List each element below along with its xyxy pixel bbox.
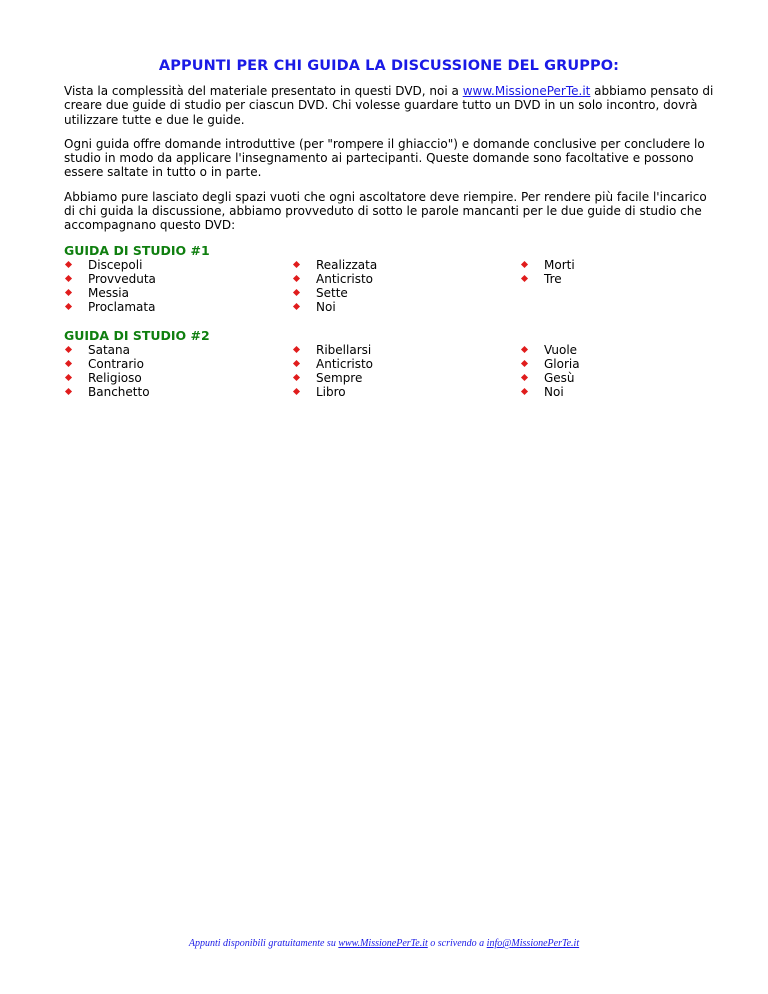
guide-heading: GUIDA DI STUDIO #2: [64, 327, 210, 343]
word-label: Libro: [316, 384, 346, 399]
list-item: [64, 258, 292, 272]
word-label: Sette: [316, 285, 348, 300]
diamond-bullet-icon: [65, 360, 72, 367]
word-label: Provveduta: [88, 271, 156, 286]
word-label: Tre: [544, 271, 562, 286]
footer-email-link[interactable]: info@MissionePerTe.it: [486, 938, 580, 949]
word-columns: [64, 258, 714, 314]
list-item: [292, 371, 520, 385]
diamond-bullet-icon: [65, 374, 72, 381]
diamond-bullet-icon: [521, 275, 528, 282]
word-label: Discepoli: [88, 257, 143, 272]
list-item: [520, 371, 710, 385]
list-item: [292, 385, 520, 399]
list-item: [292, 357, 520, 371]
guide-section-2: [64, 328, 714, 399]
word-label: Contrario: [88, 356, 144, 371]
word-column-1: [64, 343, 292, 399]
word-columns: [64, 343, 714, 399]
word-label: Morti: [544, 257, 575, 272]
diamond-bullet-icon: [521, 261, 528, 268]
diamond-bullet-icon: [65, 289, 72, 296]
word-label: Vuole: [544, 342, 578, 357]
list-item: [292, 272, 520, 286]
list-item: [64, 300, 292, 314]
study-guides: [64, 243, 714, 399]
word-label: Anticristo: [316, 356, 374, 371]
word-column-1: [64, 258, 292, 314]
word-label: Satana: [88, 342, 130, 357]
word-label: Ribellarsi: [316, 342, 372, 357]
diamond-bullet-icon: [65, 275, 72, 282]
word-label: Sempre: [316, 370, 363, 385]
footer-note: [0, 938, 768, 949]
list-item: [64, 286, 292, 300]
missione-link[interactable]: www.MissionePerTe.it: [462, 84, 591, 98]
word-column-2: [292, 343, 520, 399]
diamond-bullet-icon: [293, 261, 300, 268]
word-column-2: [292, 258, 520, 314]
diamond-bullet-icon: [65, 388, 72, 395]
diamond-bullet-icon: [521, 360, 528, 367]
word-label: Realizzata: [316, 257, 378, 272]
list-item: [520, 343, 710, 357]
list-item: [520, 272, 710, 286]
list-item: [292, 286, 520, 300]
diamond-bullet-icon: [293, 388, 300, 395]
word-label: Proclamata: [88, 299, 156, 314]
list-item: [64, 371, 292, 385]
word-label: Anticristo: [316, 271, 374, 286]
list-item: [520, 385, 710, 399]
word-label: Religioso: [88, 370, 142, 385]
list-item: [520, 258, 710, 272]
diamond-bullet-icon: [293, 289, 300, 296]
word-label: Banchetto: [88, 384, 150, 399]
list-item: [292, 343, 520, 357]
diamond-bullet-icon: [293, 275, 300, 282]
document-page: [64, 58, 714, 399]
list-item: [64, 385, 292, 399]
diamond-bullet-icon: [65, 261, 72, 268]
blanks-paragraph: Abbiamo pure lasciato degli spazi vuoti che ogni ascoltatore deve riempire. Per rendere più facile l'incarico di chi guida la discussione, abbiamo provveduto di sotto le parole mancanti per le due guide di studio che accompagnano questo DVD:: [64, 189, 707, 233]
list-item: [292, 258, 520, 272]
intro-paragraph: [64, 84, 714, 127]
diamond-bullet-icon: [65, 303, 72, 310]
list-item: [64, 343, 292, 357]
list-item: [520, 357, 710, 371]
diamond-bullet-icon: [521, 388, 528, 395]
diamond-bullet-icon: [293, 303, 300, 310]
questions-paragraph: Ogni guida offre domande introduttive (per "rompere il ghiaccio") e domande conclusive per concludere lo studio in modo da applicare l'insegnamento ai partecipanti. Queste domande sono facoltative e possono essere saltate in tutto o in parte.: [64, 136, 705, 180]
guide-spacer: [64, 314, 714, 328]
diamond-bullet-icon: [65, 346, 72, 353]
diamond-bullet-icon: [521, 346, 528, 353]
word-label: Gesù: [544, 370, 575, 385]
page-title: APPUNTI PER CHI GUIDA LA DISCUSSIONE DEL GRUPPO:: [158, 58, 620, 74]
intro-text-end: abbiamo pensato di creare due guide di studio per ciascun DVD. Chi volesse guardare tutto un DVD in un solo incontro, dovrà utilizzare tutte e due le guide.: [64, 84, 714, 127]
diamond-bullet-icon: [293, 346, 300, 353]
word-column-3: [520, 258, 710, 314]
intro-text-start: Vista la complessità del materiale presentato in questi DVD, noi a: [64, 84, 463, 98]
word-column-3: [520, 343, 710, 399]
list-item: [64, 272, 292, 286]
list-item: [64, 357, 292, 371]
diamond-bullet-icon: [521, 374, 528, 381]
footer-text-middle: o scrivendo a: [427, 938, 487, 949]
footer-site-link[interactable]: www.MissionePerTe.it: [338, 938, 428, 949]
diamond-bullet-icon: [293, 360, 300, 367]
guide-section-1: [64, 243, 714, 314]
footer-text-start: Appunti disponibili gratuitamente su: [188, 938, 339, 949]
word-label: Gloria: [544, 356, 580, 371]
word-label: Noi: [316, 299, 336, 314]
word-label: Messia: [88, 285, 129, 300]
diamond-bullet-icon: [293, 374, 300, 381]
list-item: [292, 300, 520, 314]
word-label: Noi: [544, 384, 564, 399]
guide-heading: GUIDA DI STUDIO #1: [64, 242, 210, 258]
